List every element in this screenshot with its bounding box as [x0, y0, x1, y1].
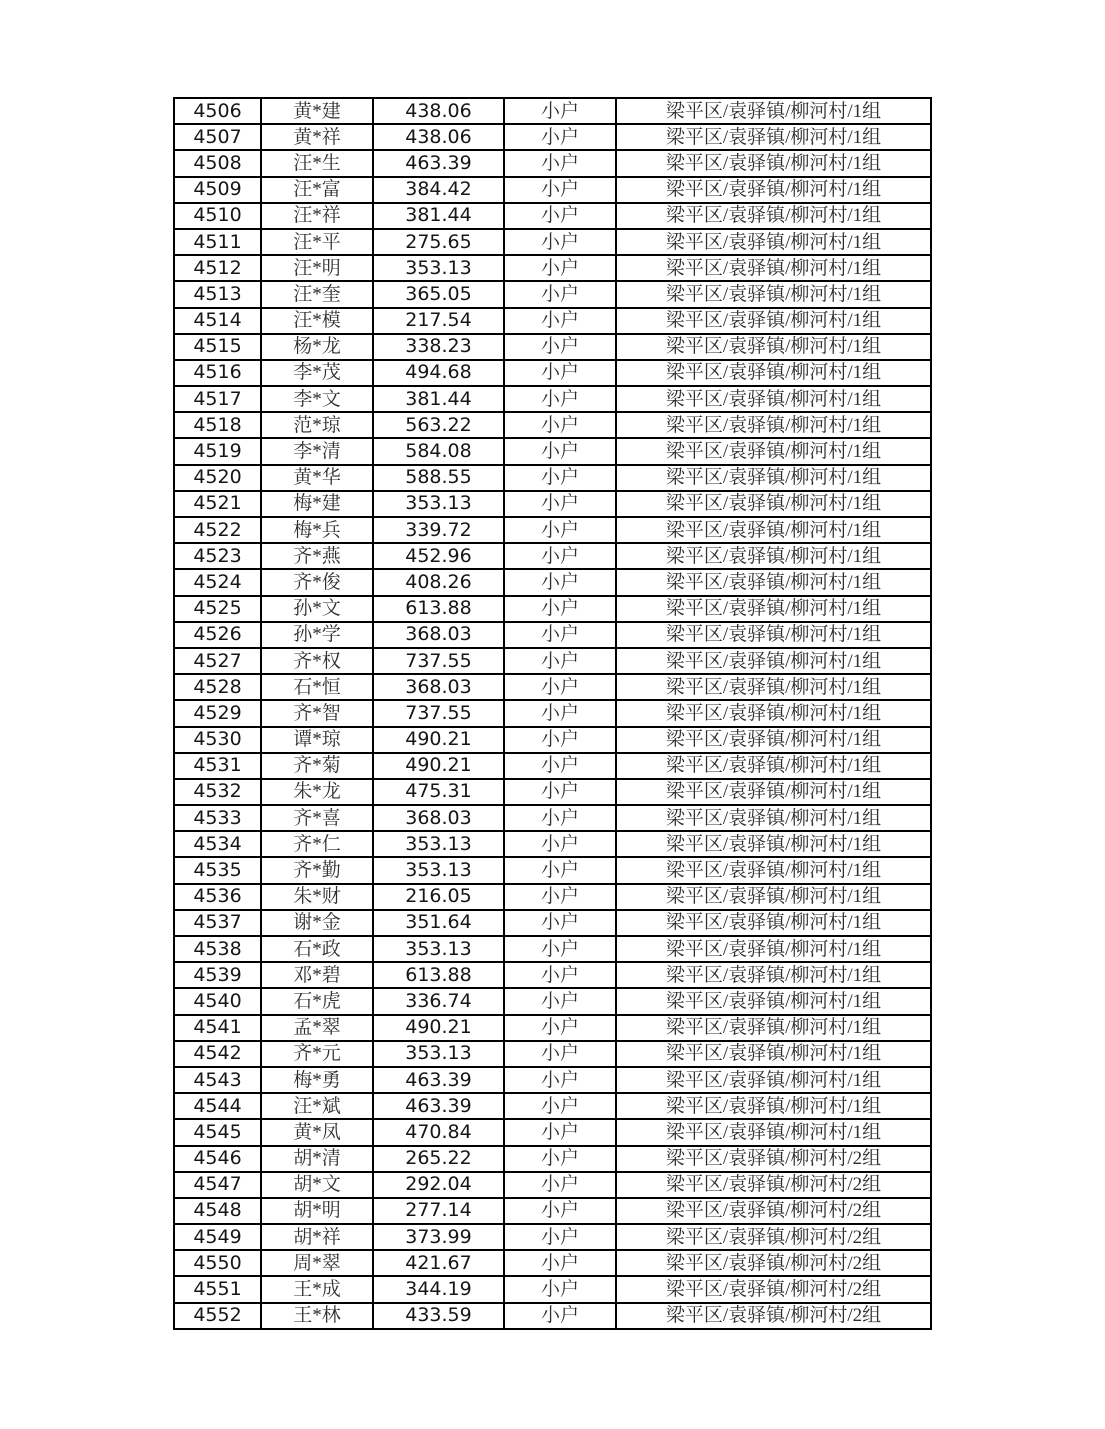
cell-serial-number: 4511 — [174, 229, 261, 255]
cell-serial-number: 4549 — [174, 1224, 261, 1250]
cell-masked-name: 汪*模 — [261, 308, 373, 334]
cell-amount: 365.05 — [373, 281, 504, 307]
cell-household-type: 小户 — [504, 1250, 616, 1276]
cell-serial-number: 4517 — [174, 386, 261, 412]
cell-household-type: 小户 — [504, 1276, 616, 1302]
cell-household-type: 小户 — [504, 334, 616, 360]
cell-amount: 353.13 — [373, 831, 504, 857]
cell-amount: 373.99 — [373, 1224, 504, 1250]
cell-masked-name: 胡*清 — [261, 1146, 373, 1172]
cell-serial-number: 4528 — [174, 674, 261, 700]
cell-household-type: 小户 — [504, 988, 616, 1014]
cell-amount: 339.72 — [373, 517, 504, 543]
table-row — [174, 255, 931, 281]
cell-address: 梁平区/袁驿镇/柳河村/1组 — [616, 281, 931, 307]
cell-household-type: 小户 — [504, 412, 616, 438]
cell-address: 梁平区/袁驿镇/柳河村/1组 — [616, 831, 931, 857]
cell-masked-name: 李*清 — [261, 438, 373, 464]
cell-household-type: 小户 — [504, 124, 616, 150]
cell-household-type: 小户 — [504, 150, 616, 176]
cell-masked-name: 齐*智 — [261, 700, 373, 726]
cell-masked-name: 汪*祥 — [261, 203, 373, 229]
cell-address: 梁平区/袁驿镇/柳河村/2组 — [616, 1224, 931, 1250]
cell-serial-number: 4508 — [174, 150, 261, 176]
cell-serial-number: 4530 — [174, 727, 261, 753]
cell-address: 梁平区/袁驿镇/柳河村/1组 — [616, 1041, 931, 1067]
cell-amount: 353.13 — [373, 1041, 504, 1067]
table-row — [174, 1041, 931, 1067]
cell-household-type: 小户 — [504, 805, 616, 831]
cell-amount: 470.84 — [373, 1119, 504, 1145]
cell-serial-number: 4523 — [174, 543, 261, 569]
cell-amount: 494.68 — [373, 360, 504, 386]
cell-household-type: 小户 — [504, 910, 616, 936]
cell-masked-name: 胡*文 — [261, 1172, 373, 1198]
cell-amount: 344.19 — [373, 1276, 504, 1302]
cell-masked-name: 齐*权 — [261, 648, 373, 674]
cell-masked-name: 石*政 — [261, 936, 373, 962]
cell-address: 梁平区/袁驿镇/柳河村/2组 — [616, 1250, 931, 1276]
cell-serial-number: 4519 — [174, 438, 261, 464]
cell-serial-number: 4535 — [174, 857, 261, 883]
cell-address: 梁平区/袁驿镇/柳河村/1组 — [616, 360, 931, 386]
cell-masked-name: 汪*生 — [261, 150, 373, 176]
cell-masked-name: 齐*勤 — [261, 857, 373, 883]
cell-amount: 351.64 — [373, 910, 504, 936]
table-row — [174, 465, 931, 491]
table-row — [174, 962, 931, 988]
cell-serial-number: 4531 — [174, 753, 261, 779]
table-row — [174, 569, 931, 595]
cell-serial-number: 4515 — [174, 334, 261, 360]
cell-address: 梁平区/袁驿镇/柳河村/1组 — [616, 1093, 931, 1119]
cell-address: 梁平区/袁驿镇/柳河村/1组 — [616, 517, 931, 543]
table-row — [174, 1067, 931, 1093]
table-row — [174, 308, 931, 334]
cell-serial-number: 4542 — [174, 1041, 261, 1067]
cell-masked-name: 王*林 — [261, 1303, 373, 1329]
cell-household-type: 小户 — [504, 1303, 616, 1329]
cell-serial-number: 4512 — [174, 255, 261, 281]
cell-amount: 463.39 — [373, 150, 504, 176]
table-row — [174, 1093, 931, 1119]
cell-address: 梁平区/袁驿镇/柳河村/1组 — [616, 334, 931, 360]
cell-address: 梁平区/袁驿镇/柳河村/2组 — [616, 1172, 931, 1198]
cell-serial-number: 4529 — [174, 700, 261, 726]
cell-address: 梁平区/袁驿镇/柳河村/1组 — [616, 700, 931, 726]
cell-address: 梁平区/袁驿镇/柳河村/1组 — [616, 727, 931, 753]
cell-household-type: 小户 — [504, 203, 616, 229]
cell-masked-name: 汪*平 — [261, 229, 373, 255]
cell-household-type: 小户 — [504, 622, 616, 648]
cell-masked-name: 谭*琼 — [261, 727, 373, 753]
table-row — [174, 596, 931, 622]
table-row — [174, 124, 931, 150]
table-row — [174, 1172, 931, 1198]
table-row — [174, 727, 931, 753]
cell-household-type: 小户 — [504, 1146, 616, 1172]
table-row — [174, 857, 931, 883]
table-row — [174, 412, 931, 438]
cell-masked-name: 范*琼 — [261, 412, 373, 438]
table-row — [174, 1198, 931, 1224]
cell-masked-name: 谢*金 — [261, 910, 373, 936]
cell-amount: 265.22 — [373, 1146, 504, 1172]
cell-address: 梁平区/袁驿镇/柳河村/1组 — [616, 988, 931, 1014]
cell-serial-number: 4514 — [174, 308, 261, 334]
cell-amount: 463.39 — [373, 1067, 504, 1093]
cell-address: 梁平区/袁驿镇/柳河村/1组 — [616, 857, 931, 883]
cell-serial-number: 4547 — [174, 1172, 261, 1198]
table-row — [174, 1146, 931, 1172]
cell-masked-name: 梅*勇 — [261, 1067, 373, 1093]
cell-amount: 584.08 — [373, 438, 504, 464]
household-subsidy-table — [173, 97, 932, 1330]
cell-amount: 353.13 — [373, 255, 504, 281]
cell-household-type: 小户 — [504, 1119, 616, 1145]
cell-amount: 217.54 — [373, 308, 504, 334]
cell-masked-name: 周*翠 — [261, 1250, 373, 1276]
cell-amount: 563.22 — [373, 412, 504, 438]
cell-serial-number: 4507 — [174, 124, 261, 150]
cell-household-type: 小户 — [504, 438, 616, 464]
cell-household-type: 小户 — [504, 465, 616, 491]
table-row — [174, 831, 931, 857]
cell-household-type: 小户 — [504, 255, 616, 281]
cell-address: 梁平区/袁驿镇/柳河村/1组 — [616, 1067, 931, 1093]
cell-masked-name: 胡*祥 — [261, 1224, 373, 1250]
cell-address: 梁平区/袁驿镇/柳河村/1组 — [616, 386, 931, 412]
cell-address: 梁平区/袁驿镇/柳河村/1组 — [616, 308, 931, 334]
table-row — [174, 229, 931, 255]
cell-amount: 408.26 — [373, 569, 504, 595]
cell-serial-number: 4537 — [174, 910, 261, 936]
cell-serial-number: 4509 — [174, 177, 261, 203]
cell-household-type: 小户 — [504, 1041, 616, 1067]
cell-serial-number: 4543 — [174, 1067, 261, 1093]
cell-masked-name: 李*茂 — [261, 360, 373, 386]
cell-amount: 381.44 — [373, 386, 504, 412]
table-row — [174, 491, 931, 517]
cell-amount: 353.13 — [373, 857, 504, 883]
table-row — [174, 177, 931, 203]
table-row — [174, 543, 931, 569]
cell-household-type: 小户 — [504, 700, 616, 726]
cell-household-type: 小户 — [504, 360, 616, 386]
cell-serial-number: 4506 — [174, 98, 261, 124]
cell-masked-name: 邓*碧 — [261, 962, 373, 988]
table-row — [174, 98, 931, 124]
cell-serial-number: 4524 — [174, 569, 261, 595]
cell-masked-name: 朱*龙 — [261, 779, 373, 805]
cell-address: 梁平区/袁驿镇/柳河村/2组 — [616, 1198, 931, 1224]
cell-household-type: 小户 — [504, 229, 616, 255]
table-row — [174, 1250, 931, 1276]
table-row — [174, 150, 931, 176]
cell-amount: 292.04 — [373, 1172, 504, 1198]
cell-serial-number: 4510 — [174, 203, 261, 229]
cell-household-type: 小户 — [504, 1067, 616, 1093]
cell-amount: 490.21 — [373, 753, 504, 779]
cell-amount: 490.21 — [373, 1015, 504, 1041]
cell-address: 梁平区/袁驿镇/柳河村/1组 — [616, 910, 931, 936]
cell-amount: 381.44 — [373, 203, 504, 229]
cell-amount: 353.13 — [373, 491, 504, 517]
cell-masked-name: 汪*奎 — [261, 281, 373, 307]
table-row — [174, 334, 931, 360]
cell-masked-name: 黄*凤 — [261, 1119, 373, 1145]
cell-household-type: 小户 — [504, 962, 616, 988]
cell-serial-number: 4536 — [174, 884, 261, 910]
cell-serial-number: 4532 — [174, 779, 261, 805]
cell-serial-number: 4548 — [174, 1198, 261, 1224]
cell-amount: 336.74 — [373, 988, 504, 1014]
table-row — [174, 700, 931, 726]
cell-masked-name: 黄*祥 — [261, 124, 373, 150]
cell-address: 梁平区/袁驿镇/柳河村/1组 — [616, 124, 931, 150]
cell-household-type: 小户 — [504, 831, 616, 857]
cell-household-type: 小户 — [504, 1224, 616, 1250]
cell-masked-name: 王*成 — [261, 1276, 373, 1302]
cell-masked-name: 朱*财 — [261, 884, 373, 910]
cell-amount: 613.88 — [373, 596, 504, 622]
cell-amount: 737.55 — [373, 700, 504, 726]
cell-serial-number: 4550 — [174, 1250, 261, 1276]
cell-serial-number: 4513 — [174, 281, 261, 307]
table-row — [174, 1276, 931, 1302]
cell-serial-number: 4534 — [174, 831, 261, 857]
cell-address: 梁平区/袁驿镇/柳河村/1组 — [616, 962, 931, 988]
cell-serial-number: 4538 — [174, 936, 261, 962]
table-row — [174, 622, 931, 648]
cell-masked-name: 杨*龙 — [261, 334, 373, 360]
cell-masked-name: 孙*文 — [261, 596, 373, 622]
cell-household-type: 小户 — [504, 936, 616, 962]
cell-address: 梁平区/袁驿镇/柳河村/1组 — [616, 491, 931, 517]
cell-household-type: 小户 — [504, 98, 616, 124]
cell-amount: 275.65 — [373, 229, 504, 255]
cell-household-type: 小户 — [504, 543, 616, 569]
cell-masked-name: 齐*燕 — [261, 543, 373, 569]
table-row — [174, 203, 931, 229]
table-row — [174, 1015, 931, 1041]
cell-masked-name: 黄*建 — [261, 98, 373, 124]
cell-household-type: 小户 — [504, 491, 616, 517]
cell-serial-number: 4551 — [174, 1276, 261, 1302]
table-row — [174, 936, 931, 962]
cell-serial-number: 4544 — [174, 1093, 261, 1119]
cell-address: 梁平区/袁驿镇/柳河村/1组 — [616, 674, 931, 700]
cell-address: 梁平区/袁驿镇/柳河村/1组 — [616, 648, 931, 674]
cell-masked-name: 胡*明 — [261, 1198, 373, 1224]
cell-household-type: 小户 — [504, 884, 616, 910]
cell-address: 梁平区/袁驿镇/柳河村/1组 — [616, 229, 931, 255]
cell-amount: 433.59 — [373, 1303, 504, 1329]
cell-masked-name: 孟*翠 — [261, 1015, 373, 1041]
cell-address: 梁平区/袁驿镇/柳河村/1组 — [616, 622, 931, 648]
cell-address: 梁平区/袁驿镇/柳河村/1组 — [616, 569, 931, 595]
cell-serial-number: 4525 — [174, 596, 261, 622]
cell-amount: 463.39 — [373, 1093, 504, 1119]
cell-amount: 338.23 — [373, 334, 504, 360]
cell-household-type: 小户 — [504, 753, 616, 779]
cell-amount: 368.03 — [373, 805, 504, 831]
table-row — [174, 648, 931, 674]
cell-address: 梁平区/袁驿镇/柳河村/2组 — [616, 1146, 931, 1172]
cell-household-type: 小户 — [504, 569, 616, 595]
cell-household-type: 小户 — [504, 308, 616, 334]
cell-address: 梁平区/袁驿镇/柳河村/2组 — [616, 1303, 931, 1329]
cell-address: 梁平区/袁驿镇/柳河村/1组 — [616, 779, 931, 805]
cell-address: 梁平区/袁驿镇/柳河村/1组 — [616, 412, 931, 438]
table-row — [174, 1303, 931, 1329]
cell-masked-name: 齐*仁 — [261, 831, 373, 857]
cell-amount: 475.31 — [373, 779, 504, 805]
table-row — [174, 438, 931, 464]
cell-address: 梁平区/袁驿镇/柳河村/1组 — [616, 150, 931, 176]
cell-serial-number: 4552 — [174, 1303, 261, 1329]
table-row — [174, 1224, 931, 1250]
cell-address: 梁平区/袁驿镇/柳河村/1组 — [616, 465, 931, 491]
cell-amount: 452.96 — [373, 543, 504, 569]
table-body — [174, 98, 931, 1329]
table-row — [174, 517, 931, 543]
cell-masked-name: 齐*菊 — [261, 753, 373, 779]
cell-serial-number: 4540 — [174, 988, 261, 1014]
cell-amount: 438.06 — [373, 124, 504, 150]
cell-amount: 490.21 — [373, 727, 504, 753]
table-row — [174, 281, 931, 307]
cell-household-type: 小户 — [504, 596, 616, 622]
table-row — [174, 779, 931, 805]
table-row — [174, 910, 931, 936]
cell-masked-name: 孙*学 — [261, 622, 373, 648]
cell-address: 梁平区/袁驿镇/柳河村/1组 — [616, 884, 931, 910]
cell-address: 梁平区/袁驿镇/柳河村/1组 — [616, 255, 931, 281]
cell-address: 梁平区/袁驿镇/柳河村/1组 — [616, 1119, 931, 1145]
cell-masked-name: 汪*明 — [261, 255, 373, 281]
cell-serial-number: 4518 — [174, 412, 261, 438]
table-row — [174, 674, 931, 700]
cell-masked-name: 梅*兵 — [261, 517, 373, 543]
cell-household-type: 小户 — [504, 779, 616, 805]
cell-masked-name: 石*恒 — [261, 674, 373, 700]
cell-masked-name: 汪*斌 — [261, 1093, 373, 1119]
cell-amount: 421.67 — [373, 1250, 504, 1276]
cell-household-type: 小户 — [504, 386, 616, 412]
cell-amount: 438.06 — [373, 98, 504, 124]
table-row — [174, 753, 931, 779]
cell-household-type: 小户 — [504, 1015, 616, 1041]
cell-address: 梁平区/袁驿镇/柳河村/1组 — [616, 936, 931, 962]
cell-serial-number: 4545 — [174, 1119, 261, 1145]
cell-amount: 737.55 — [373, 648, 504, 674]
cell-address: 梁平区/袁驿镇/柳河村/1组 — [616, 98, 931, 124]
cell-address: 梁平区/袁驿镇/柳河村/1组 — [616, 177, 931, 203]
cell-serial-number: 4527 — [174, 648, 261, 674]
cell-address: 梁平区/袁驿镇/柳河村/1组 — [616, 805, 931, 831]
cell-household-type: 小户 — [504, 177, 616, 203]
cell-amount: 384.42 — [373, 177, 504, 203]
cell-address: 梁平区/袁驿镇/柳河村/1组 — [616, 203, 931, 229]
cell-masked-name: 汪*富 — [261, 177, 373, 203]
table-row — [174, 1119, 931, 1145]
table-row — [174, 386, 931, 412]
cell-serial-number: 4541 — [174, 1015, 261, 1041]
cell-address: 梁平区/袁驿镇/柳河村/1组 — [616, 1015, 931, 1041]
cell-amount: 277.14 — [373, 1198, 504, 1224]
cell-masked-name: 石*虎 — [261, 988, 373, 1014]
table-row — [174, 884, 931, 910]
cell-amount: 368.03 — [373, 674, 504, 700]
cell-masked-name: 齐*俊 — [261, 569, 373, 595]
cell-household-type: 小户 — [504, 517, 616, 543]
cell-address: 梁平区/袁驿镇/柳河村/1组 — [616, 753, 931, 779]
cell-household-type: 小户 — [504, 281, 616, 307]
cell-masked-name: 李*文 — [261, 386, 373, 412]
cell-household-type: 小户 — [504, 857, 616, 883]
table-row — [174, 988, 931, 1014]
cell-household-type: 小户 — [504, 648, 616, 674]
cell-serial-number: 4522 — [174, 517, 261, 543]
cell-amount: 216.05 — [373, 884, 504, 910]
cell-serial-number: 4521 — [174, 491, 261, 517]
cell-serial-number: 4526 — [174, 622, 261, 648]
cell-address: 梁平区/袁驿镇/柳河村/1组 — [616, 543, 931, 569]
cell-masked-name: 齐*喜 — [261, 805, 373, 831]
cell-address: 梁平区/袁驿镇/柳河村/1组 — [616, 438, 931, 464]
cell-household-type: 小户 — [504, 1172, 616, 1198]
cell-amount: 368.03 — [373, 622, 504, 648]
table-row — [174, 360, 931, 386]
cell-masked-name: 齐*元 — [261, 1041, 373, 1067]
cell-household-type: 小户 — [504, 727, 616, 753]
cell-serial-number: 4546 — [174, 1146, 261, 1172]
cell-masked-name: 梅*建 — [261, 491, 373, 517]
cell-household-type: 小户 — [504, 674, 616, 700]
cell-amount: 588.55 — [373, 465, 504, 491]
cell-amount: 613.88 — [373, 962, 504, 988]
cell-serial-number: 4533 — [174, 805, 261, 831]
cell-household-type: 小户 — [504, 1198, 616, 1224]
cell-serial-number: 4516 — [174, 360, 261, 386]
cell-serial-number: 4520 — [174, 465, 261, 491]
table-row — [174, 805, 931, 831]
cell-masked-name: 黄*华 — [261, 465, 373, 491]
cell-amount: 353.13 — [373, 936, 504, 962]
cell-address: 梁平区/袁驿镇/柳河村/2组 — [616, 1276, 931, 1302]
cell-address: 梁平区/袁驿镇/柳河村/1组 — [616, 596, 931, 622]
cell-household-type: 小户 — [504, 1093, 616, 1119]
cell-serial-number: 4539 — [174, 962, 261, 988]
